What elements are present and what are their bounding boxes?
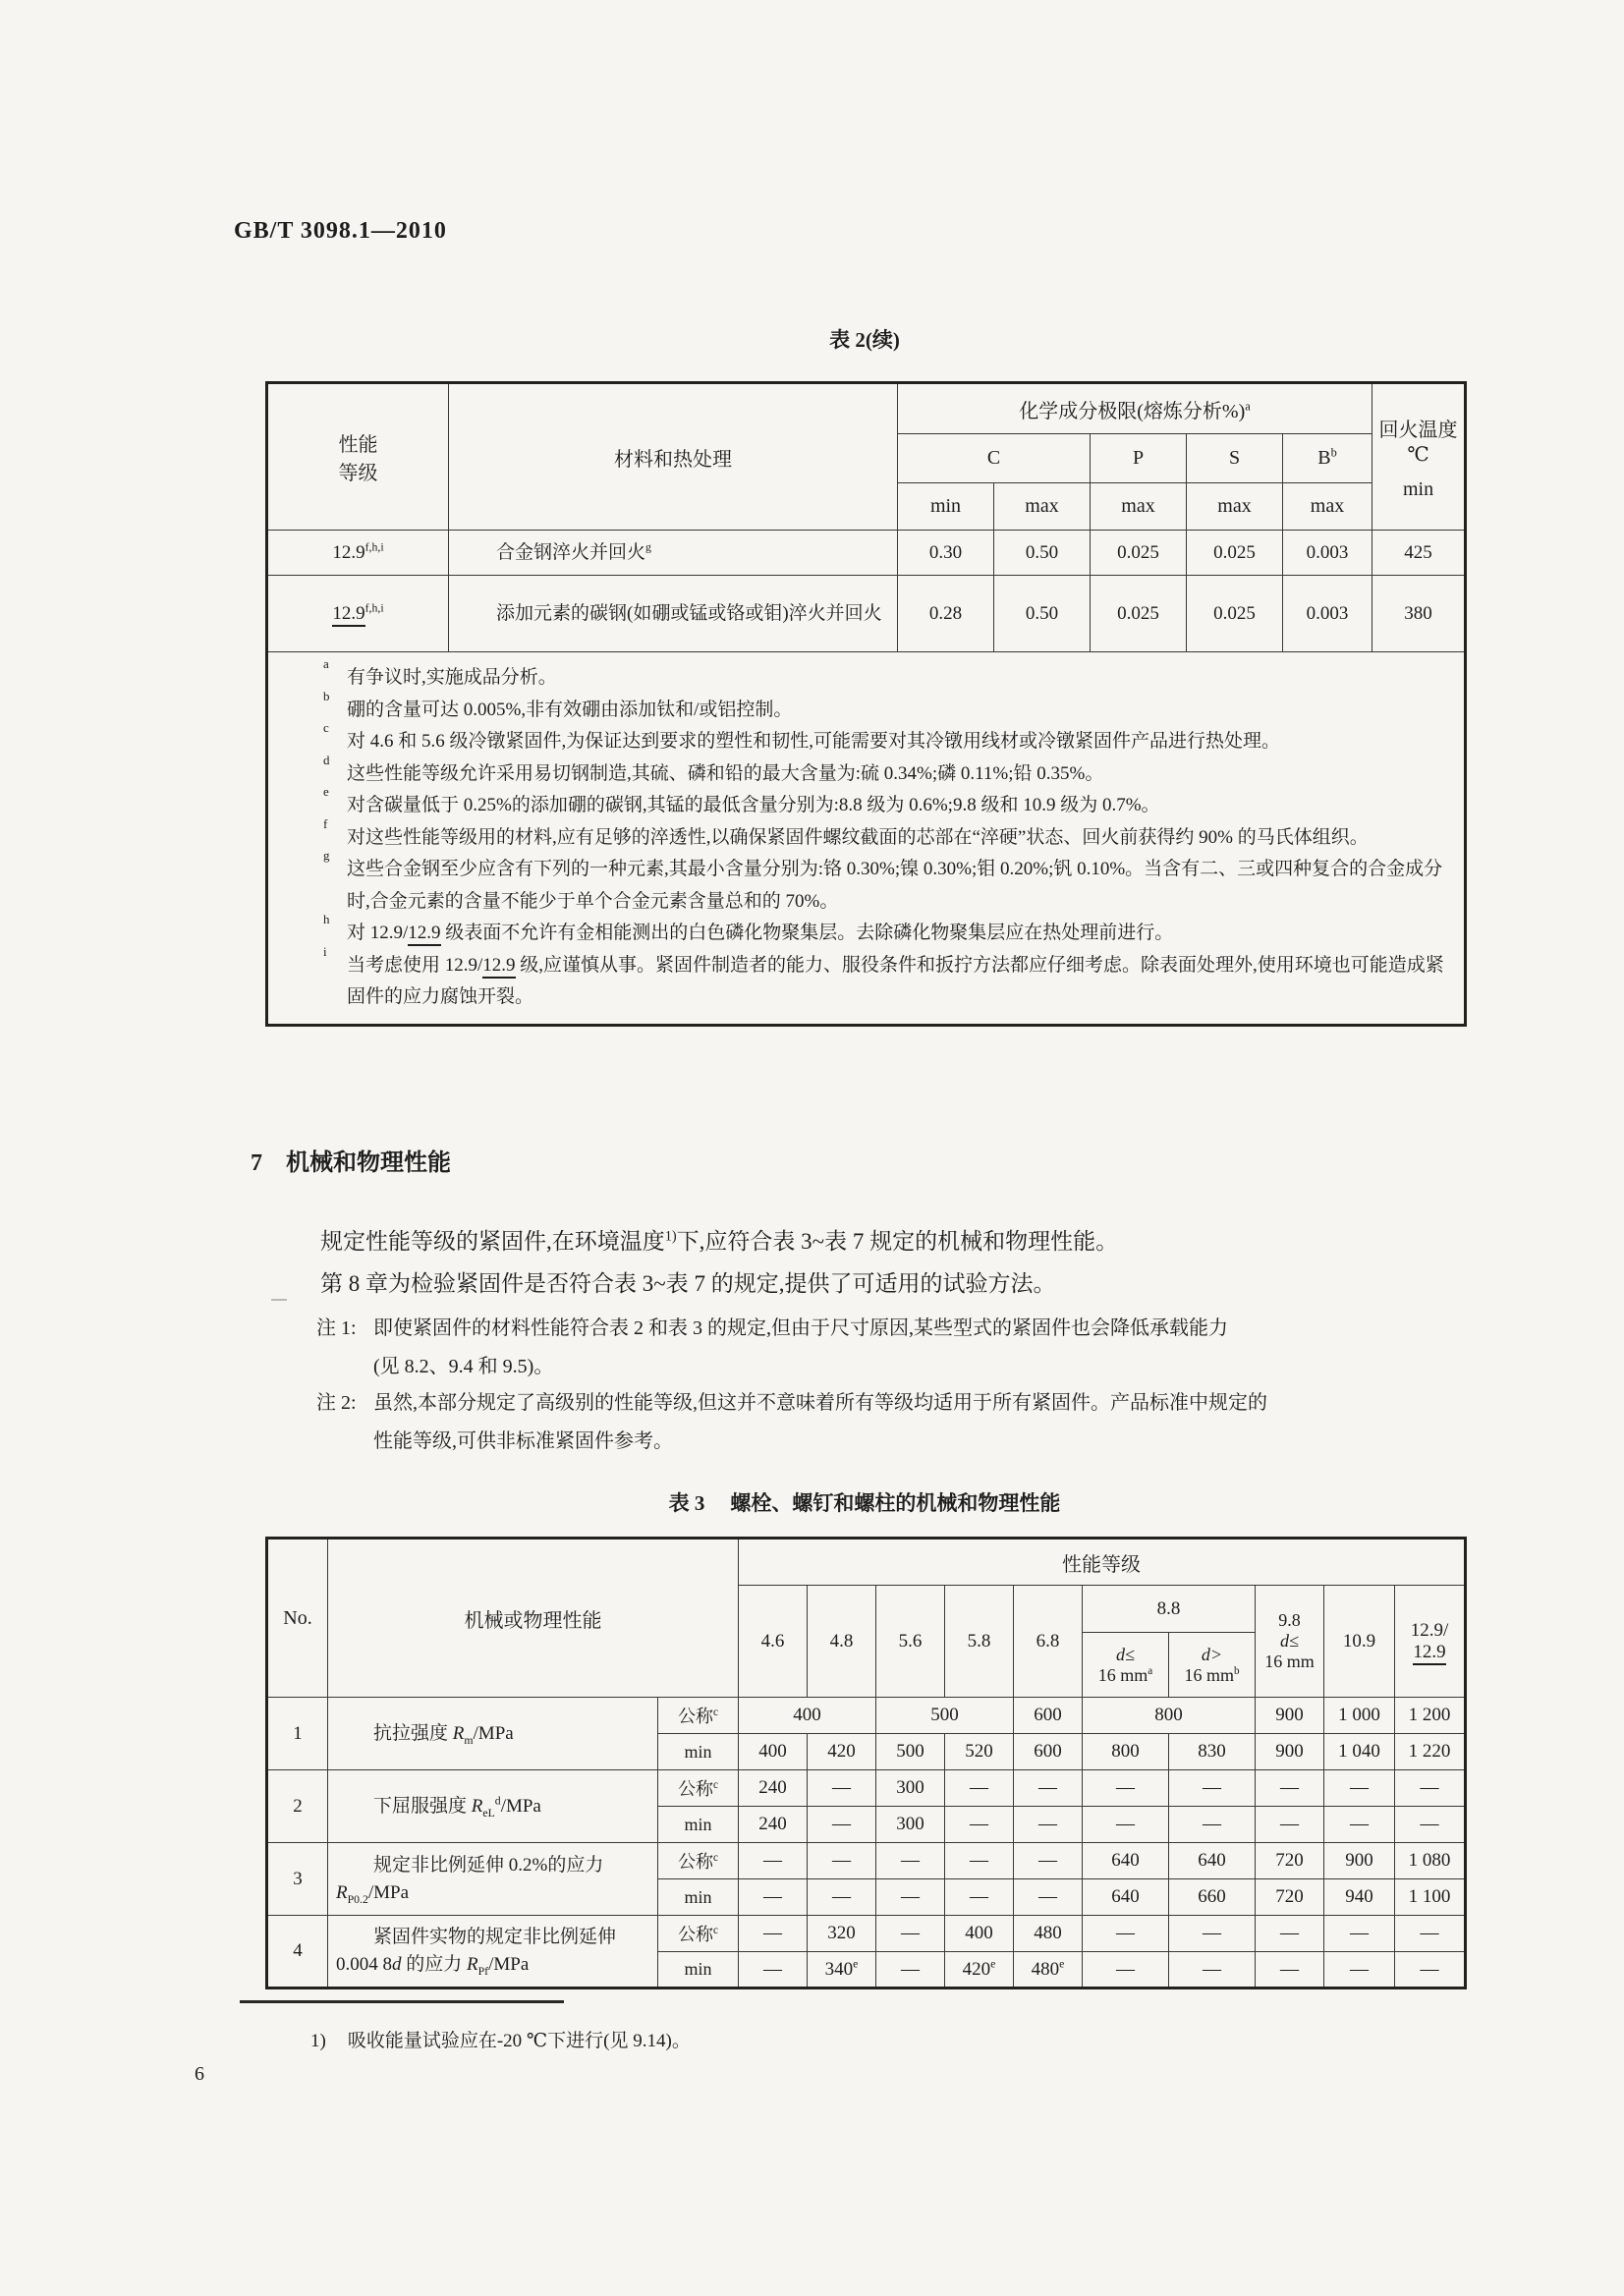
standard-number: GB/T 3098.1—2010	[234, 218, 447, 244]
value-cell: 720	[1256, 1879, 1324, 1916]
value-cell: 1 220	[1395, 1734, 1466, 1770]
table2-data-row-1	[267, 531, 1466, 576]
class-5-8: 5.8	[945, 1586, 1014, 1698]
min-label: min	[658, 1952, 739, 1988]
section7-paragraph-1: 规定性能等级的紧固件,在环境温度$^{1)}$下,应符合表 3~表 7 规定的机械和物理性能。	[320, 1228, 1119, 1254]
note-1-line-1: 即使紧固件的材料性能符合表 2 和表 3 的规定,但由于尺寸原因,某些型式的紧固件也会降低承载能力	[373, 1317, 1228, 1339]
footnote-e: e 对含碳量低于 0.25%的添加硼的碳钢,其锰的最低含量分别为:8.8 级为 0.6%;9.8 级和 10.9 级为 0.7%。	[323, 784, 1160, 815]
table3-row4-nominal	[267, 1916, 1466, 1952]
table2-data-row-2	[267, 576, 1466, 652]
value-cell: 400	[945, 1916, 1014, 1952]
value-cell: 900	[1256, 1698, 1324, 1734]
value-cell: 640	[1169, 1843, 1256, 1879]
nominal-label: 公称$^c$	[658, 1843, 739, 1879]
value-cell: 480	[1014, 1916, 1083, 1952]
value-cell: —	[1256, 1770, 1324, 1807]
value-cell: —	[1256, 1807, 1324, 1843]
value-cell: 300	[876, 1770, 945, 1807]
table3-row2-nominal	[267, 1770, 1466, 1807]
table2-header-performance-class: 性能 等级	[267, 383, 449, 531]
value-cell: —	[1083, 1770, 1169, 1807]
value-cell: —	[1169, 1770, 1256, 1807]
value-cell: —	[808, 1843, 876, 1879]
table2-footnotes-row	[267, 652, 1466, 1026]
value-cell: —	[1169, 1952, 1256, 1988]
value-cell: 0.28	[898, 576, 994, 652]
table3-header-no: No.	[267, 1539, 328, 1698]
value-cell: 520	[945, 1734, 1014, 1770]
value-cell: 0.30	[898, 531, 994, 576]
value-cell: —	[1324, 1916, 1395, 1952]
value-cell: —	[1256, 1952, 1324, 1988]
value-cell: —	[1324, 1952, 1395, 1988]
table3-header-property: 机械或物理性能	[328, 1539, 739, 1698]
table2-header-C: C	[898, 434, 1091, 483]
value-cell: —	[808, 1879, 876, 1916]
value-cell: —	[1014, 1807, 1083, 1843]
table3-row1-nominal	[267, 1698, 1466, 1734]
value-cell: —	[876, 1952, 945, 1988]
value-cell: —	[1395, 1952, 1466, 1988]
value-cell: —	[1324, 1770, 1395, 1807]
value-cell: —	[1169, 1916, 1256, 1952]
row-no: 3	[267, 1843, 328, 1916]
table2-header-B: $B^b$	[1283, 434, 1372, 483]
table2-header-S: S	[1187, 434, 1283, 483]
table3-row3-nominal	[267, 1843, 1466, 1879]
property-label: 紧固件实物的规定非比例延伸 0.004 8d 的应力 $R_{Pf}$/MPa	[328, 1916, 658, 1988]
value-cell: —	[739, 1952, 808, 1988]
footnote-b: b 硼的含量可达 0.005%,非有效硼由添加钛和/或铝控制。	[323, 688, 793, 720]
value-cell: —	[1083, 1807, 1169, 1843]
nominal-label: 公称$^c$	[658, 1770, 739, 1807]
value-cell: —	[739, 1879, 808, 1916]
table3-header-performance-class: 性能等级	[739, 1539, 1466, 1586]
min-label: min	[658, 1879, 739, 1916]
value-cell: —	[1395, 1916, 1466, 1952]
value-cell: —	[808, 1807, 876, 1843]
table2-header-P: P	[1091, 434, 1187, 483]
table2-header-p-max: max	[1091, 483, 1187, 531]
note-2-line-1: 虽然,本部分规定了高级别的性能等级,但这并不意味着所有等级均适用于所有紧固件。产品标准中规定的	[373, 1392, 1267, 1414]
footnote-separator-rule	[240, 2000, 564, 2003]
value-cell: —	[876, 1879, 945, 1916]
footnote-c: c 对 4.6 和 5.6 级冷镦紧固件,为保证达到要求的塑性和韧性,可能需要对其冷镦用线材或冷镦紧固件产品进行热处理。	[323, 720, 1281, 752]
row-no: 1	[267, 1698, 328, 1770]
value-cell: —	[876, 1843, 945, 1879]
value-cell: —	[876, 1916, 945, 1952]
value-cell: 640	[1083, 1879, 1169, 1916]
note-2: 注 2: 虽然,本部分规定了高级别的性能等级,但这并不意味着所有等级均适用于所有紧固件。产品标准中规定的 性能等级,可供非标准紧固件参考。	[316, 1384, 1476, 1461]
footnote-g: g 这些合金钢至少应含有下列的一种元素,其最小含量分别为:铬 0.30%;镍 0.30%;钼 0.20%;钒 0.10%。当含有二、三或四种复合的合金成分时,合金元素的含量不能少于单个合金元素含量总和的 70%。	[323, 848, 1443, 912]
class-6-8: 6.8	[1014, 1586, 1083, 1698]
value-cell: 0.025	[1091, 576, 1187, 652]
value-cell: —	[1324, 1807, 1395, 1843]
value-cell: 500	[876, 1734, 945, 1770]
value-cell: 0.025	[1187, 531, 1283, 576]
value-cell: 1 000	[1324, 1698, 1395, 1734]
footnote-h: h 对 12.9/12.9 级表面不允许有金相能测出的白色磷化物聚集层。去除磷化物聚集层应在热处理前进行。	[268, 918, 1446, 950]
value-cell: 0.025	[1091, 531, 1187, 576]
value-cell: 400	[739, 1734, 808, 1770]
value-cell: 1 040	[1324, 1734, 1395, 1770]
class-9-8: 9.8 d≤ 16 mm	[1256, 1586, 1324, 1698]
class-8-8-d-gt-16: d> 16 $mm^b$	[1169, 1633, 1256, 1698]
value-cell: 800	[1083, 1698, 1256, 1734]
footnote-d: d 这些性能等级允许采用易切钢制造,其硫、磷和铅的最大含量为:硫 0.34%;磷 0.11%;铅 0.35%。	[323, 752, 1104, 784]
value-cell: 0.50	[994, 531, 1091, 576]
note-1: 注 1: 即使紧固件的材料性能符合表 2 和表 3 的规定,但由于尺寸原因,某些型式的紧固件也会降低承载能力 (见 8.2、9.4 和 9.5)。	[316, 1310, 1476, 1386]
value-cell: —	[739, 1843, 808, 1879]
value-cell: —	[945, 1770, 1014, 1807]
table2-header-c-min: min	[898, 483, 994, 531]
value-cell: —	[808, 1770, 876, 1807]
table2-header-chemical-limits: 化学成分极限(熔炼分析%)$^a$	[898, 383, 1372, 434]
value-cell: —	[1014, 1879, 1083, 1916]
min-label: min	[658, 1807, 739, 1843]
table2-chemical-composition	[265, 381, 1467, 1027]
value-cell: 380	[1372, 576, 1466, 652]
value-cell: —	[1169, 1807, 1256, 1843]
class-12-9: 12.9/ 12.9	[1395, 1586, 1466, 1698]
value-cell: 300	[876, 1807, 945, 1843]
value-cell: 400	[739, 1698, 876, 1734]
value-cell: —	[1256, 1916, 1324, 1952]
table2-header-c-max: max	[994, 483, 1091, 531]
class-12-9-underlined-cell: 12.9$^{f,h,i}$	[267, 576, 449, 652]
table2-header-tempering-temp: 回火温度 ℃ min	[1372, 383, 1466, 531]
value-cell: 0.003	[1283, 531, 1372, 576]
page-number: 6	[195, 2063, 204, 2085]
material-cell: 添加元素的碳钢(如硼或锰或铬或钼)淬火并回火	[449, 576, 898, 652]
nominal-label: 公称$^c$	[658, 1916, 739, 1952]
footnote-i: i 当考虑使用 12.9/12.9 级,应谨慎从事。紧固件制造者的能力、服役条件和扳拧方法都应仔细考虑。除表面处理外,使用环境也可能造成紧固件的应力腐蚀开裂。	[323, 943, 1444, 1007]
table2-footnotes	[267, 652, 1466, 1026]
value-cell: 1 200	[1395, 1698, 1466, 1734]
value-cell: 320	[808, 1916, 876, 1952]
section-7-heading: 7 机械和物理性能	[251, 1150, 451, 1176]
class-8-8: 8.8	[1083, 1586, 1256, 1633]
value-cell: —	[1014, 1770, 1083, 1807]
table3-mechanical-properties	[265, 1537, 1467, 1989]
value-cell: —	[945, 1879, 1014, 1916]
scan-artifact-dash	[271, 1299, 287, 1301]
table2-header-material: 材料和热处理	[449, 383, 898, 531]
value-cell: —	[1014, 1843, 1083, 1879]
note-1-line-2: (见 8.2、9.4 和 9.5)。	[373, 1356, 554, 1377]
class-4-8: 4.8	[808, 1586, 876, 1698]
value-cell: 0.025	[1187, 576, 1283, 652]
value-cell: 900	[1324, 1843, 1395, 1879]
class-10-9: 10.9	[1324, 1586, 1395, 1698]
property-label: 规定非比例延伸 0.2%的应力 $R_{P0.2}$/MPa	[328, 1843, 658, 1916]
value-cell: —	[1083, 1952, 1169, 1988]
property-label: 抗拉强度 $R_m$/MPa	[328, 1698, 658, 1770]
property-label: 下屈服强度 $R_{eL}^d$/MPa	[328, 1770, 658, 1843]
class-5-6: 5.6	[876, 1586, 945, 1698]
value-cell: 240	[739, 1807, 808, 1843]
table2-header-row-1	[267, 383, 1466, 434]
value-cell: 480e	[1014, 1952, 1083, 1988]
table3-header-row-1	[267, 1539, 1466, 1586]
value-cell: 940	[1324, 1879, 1395, 1916]
value-cell: 600	[1014, 1698, 1083, 1734]
footnote-a: a 有争议时,实施成品分析。	[323, 656, 557, 688]
table2-caption: 表 2(续)	[829, 328, 900, 352]
value-cell: 640	[1083, 1843, 1169, 1879]
value-cell: —	[739, 1916, 808, 1952]
value-cell: —	[1395, 1770, 1466, 1807]
value-cell: —	[1083, 1916, 1169, 1952]
value-cell: 660	[1169, 1879, 1256, 1916]
value-cell: 720	[1256, 1843, 1324, 1879]
value-cell: —	[945, 1843, 1014, 1879]
class-12-9-cell: 12.9$^{f,h,i}$	[267, 531, 449, 576]
value-cell: 0.003	[1283, 576, 1372, 652]
page-footnote-1: 1) 吸收能量试验应在-20 ℃下进行(见 9.14)。	[310, 2031, 691, 2051]
value-cell: 420e	[945, 1952, 1014, 1988]
class-8-8-d-le-16: d≤ 16 $mm^a$	[1083, 1633, 1169, 1698]
section7-paragraph-2: 第 8 章为检验紧固件是否符合表 3~表 7 的规定,提供了可适用的试验方法。	[320, 1271, 1056, 1296]
value-cell: 240	[739, 1770, 808, 1807]
class-4-6: 4.6	[739, 1586, 808, 1698]
value-cell: 340e	[808, 1952, 876, 1988]
value-cell: 1 100	[1395, 1879, 1466, 1916]
value-cell: 0.50	[994, 576, 1091, 652]
value-cell: 500	[876, 1698, 1014, 1734]
value-cell: 800	[1083, 1734, 1169, 1770]
note-2-line-2: 性能等级,可供非标准紧固件参考。	[373, 1430, 673, 1452]
nominal-label: 公称$^c$	[658, 1698, 739, 1734]
value-cell: 1 080	[1395, 1843, 1466, 1879]
value-cell: 900	[1256, 1734, 1324, 1770]
table2-header-s-max: max	[1187, 483, 1283, 531]
table3-caption: 表 3 螺栓、螺钉和螺柱的机械和物理性能	[668, 1491, 1061, 1515]
footnote-f: f 对这些性能等级用的材料,应有足够的淬透性,以确保紧固件螺纹截面的芯部在“淬硬”状态、回火前获得约 90% 的马氏体组织。	[323, 815, 1369, 848]
table2-header-b-max: max	[1283, 483, 1372, 531]
value-cell: 600	[1014, 1734, 1083, 1770]
row-no: 4	[267, 1916, 328, 1988]
value-cell: 420	[808, 1734, 876, 1770]
value-cell: —	[945, 1807, 1014, 1843]
row-no: 2	[267, 1770, 328, 1843]
min-label: min	[658, 1734, 739, 1770]
value-cell: —	[1395, 1807, 1466, 1843]
value-cell: 830	[1169, 1734, 1256, 1770]
value-cell: 425	[1372, 531, 1466, 576]
material-cell: 合金钢淬火并回火$^g$	[449, 531, 898, 576]
